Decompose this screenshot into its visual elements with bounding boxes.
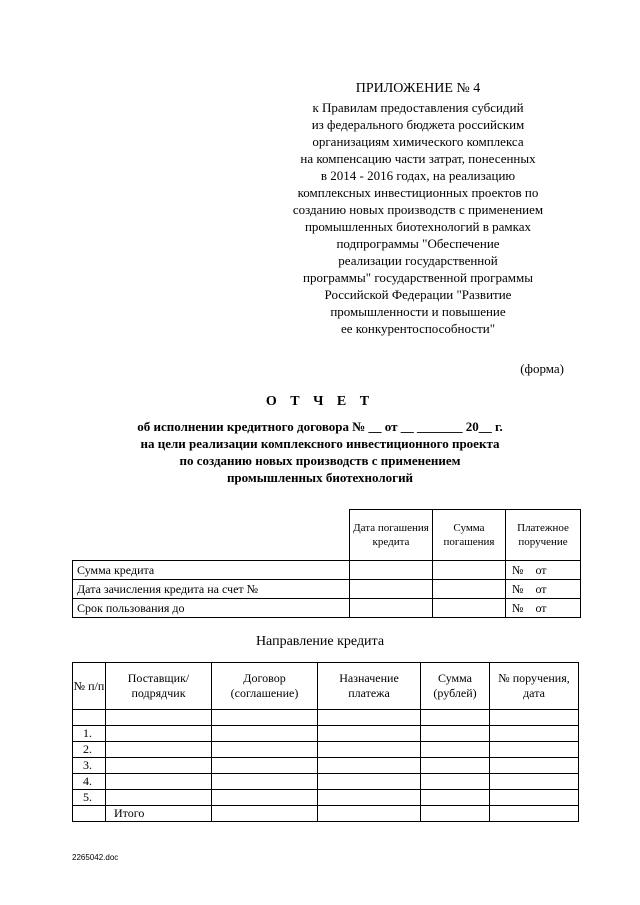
row-number: 2. [73,742,106,758]
credit-row-label: Дата зачисления кредита на счет № [73,580,350,599]
repayment-date-cell[interactable] [350,580,433,599]
repayment-amount-cell[interactable] [433,561,506,580]
header-purpose: Назначение платежа [318,663,421,710]
appendix-line: промышленных биотехнологий в рамках [304,219,532,234]
table-row [73,758,579,774]
credit-row [73,599,581,618]
table-row [73,790,579,806]
header-order-date: № поручения, дата [490,663,579,710]
appendix-line: из федерального бюджета российским [311,117,525,132]
appendix-line: созданию новых производств с применением [292,202,544,217]
direction-table-header [73,663,579,710]
header-supplier: Поставщик/ подрядчик [106,663,212,710]
table-row [73,774,579,790]
total-label: Итого [106,806,212,822]
header-repayment-date: Дата погашения кредита [350,510,433,561]
header-number: № п/п [73,663,106,710]
repayment-amount-cell[interactable] [433,599,506,618]
report-subtitle-line: об исполнении кредитного договора № __ от __ _______ 20__ г. [137,419,503,434]
credit-row [73,580,581,599]
payment-order-cell[interactable]: № от [506,561,581,580]
header-repayment-amount: Сумма погашения [433,510,506,561]
appendix-line: в 2014 - 2016 годах, на реализацию [320,168,516,183]
credit-row-label: Сумма кредита [73,561,350,580]
repayment-date-cell[interactable] [350,599,433,618]
appendix-line: к Правилам предоставления субсидий [312,100,524,115]
header-amount: Сумма (рублей) [421,663,490,710]
table-row [73,742,579,758]
header-contract: Договор (соглашение) [212,663,318,710]
total-row [73,806,579,822]
form-label: (форма) [520,361,564,376]
row-number: 3. [73,758,106,774]
appendix-line: промышленности и повышение [330,304,506,319]
appendix-line: ее конкурентоспособности" [340,321,496,336]
header-payment-order: Платежное поручение [506,510,581,561]
row-number: 1. [73,726,106,742]
appendix-line: Российской Федерации "Развитие [324,287,512,302]
credit-row-label: Срок пользования до [73,599,350,618]
direction-title: Направление кредита [255,634,385,649]
payment-order-cell[interactable]: № от [506,599,581,618]
table-row [73,726,579,742]
report-subtitle-line: промышленных биотехнологий [226,470,414,485]
credit-table-header [73,510,581,561]
report-title: О Т Ч Е Т [265,394,375,409]
appendix-line: на компенсацию части затрат, понесенных [300,151,536,166]
appendix-line: подпрограммы "Обеспечение [336,236,500,251]
repayment-date-cell[interactable] [350,561,433,580]
appendix-line: организациям химического комплекса [312,134,524,149]
repayment-amount-cell[interactable] [433,580,506,599]
credit-row [73,561,581,580]
row-number: 4. [73,774,106,790]
file-name: 2265042.doc [72,853,119,862]
appendix-block [268,80,568,337]
table-row [73,710,579,726]
appendix-line: реализации государственной [338,253,498,268]
appendix-line: комплексных инвестиционных проектов по [297,185,539,200]
row-number: 5. [73,790,106,806]
payment-order-cell[interactable]: № от [506,580,581,599]
report-subtitle [60,418,580,486]
report-subtitle-line: на цели реализации комплексного инвестиционного проекта [140,436,500,451]
direction-table [72,662,579,822]
credit-table [72,509,581,618]
appendix-title: ПРИЛОЖЕНИЕ № 4 [355,81,481,96]
report-subtitle-line: по созданию новых производств с применением [179,453,461,468]
appendix-line: программы" государственной программы [303,270,533,285]
